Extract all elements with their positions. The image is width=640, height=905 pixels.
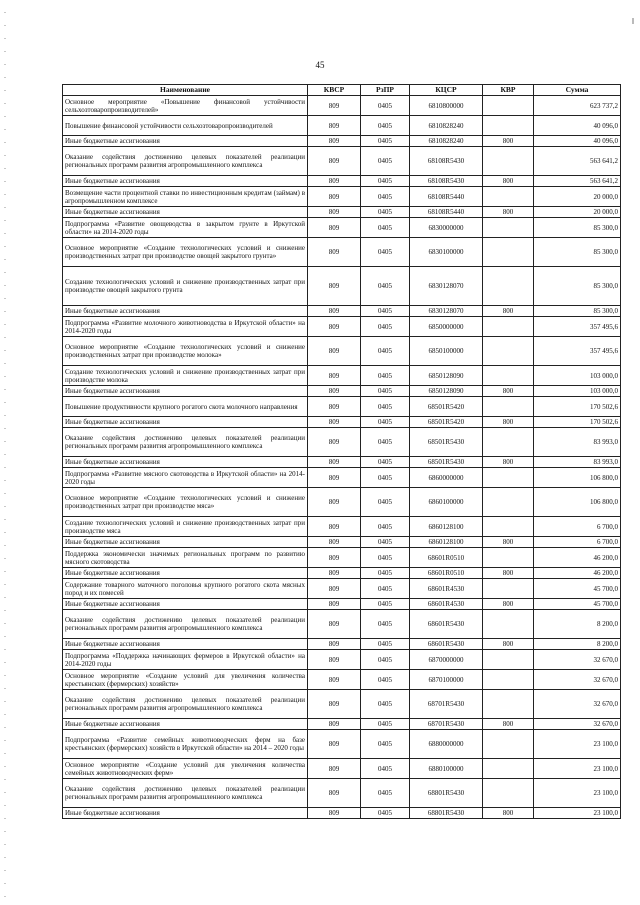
cell-kvr: 800 bbox=[483, 457, 534, 468]
cell-kvsr: 809 bbox=[308, 759, 361, 779]
cell-kvsr: 809 bbox=[308, 548, 361, 568]
cell-rzpr: 0405 bbox=[361, 337, 410, 366]
cell-kvr bbox=[483, 116, 534, 136]
table-row bbox=[63, 808, 621, 819]
cell-kvr bbox=[483, 690, 534, 719]
cell-kcsr: 68108R5430 bbox=[410, 176, 483, 187]
cell-rzpr: 0405 bbox=[361, 147, 410, 176]
cell-name: Иные бюджетные ассигнования bbox=[63, 719, 308, 730]
cell-kvsr: 809 bbox=[308, 719, 361, 730]
cell-rzpr: 0405 bbox=[361, 488, 410, 517]
cell-rzpr: 0405 bbox=[361, 548, 410, 568]
cell-name: Подпрограмма «Развитие мясного скотоводства в Иркутской области» на 2014-2020 годы bbox=[63, 468, 308, 488]
cell-name: Основное мероприятие «Создание условий для увеличения количества семейных животноводческих ферм» bbox=[63, 759, 308, 779]
table-row bbox=[63, 147, 621, 176]
table-row bbox=[63, 386, 621, 397]
cell-kvsr: 809 bbox=[308, 639, 361, 650]
cell-name: Иные бюджетные ассигнования bbox=[63, 568, 308, 579]
cell-sum: 8 200,0 bbox=[534, 639, 621, 650]
cell-sum: 23 100,0 bbox=[534, 779, 621, 808]
table-row bbox=[63, 187, 621, 207]
cell-name: Иные бюджетные ассигнования bbox=[63, 136, 308, 147]
cell-name: Оказание содействия достижению целевых показателей реализации региональных программ развития агропромышленного комплекса bbox=[63, 147, 308, 176]
cell-rzpr: 0405 bbox=[361, 730, 410, 759]
cell-kcsr: 6830100000 bbox=[410, 238, 483, 267]
cell-rzpr: 0405 bbox=[361, 537, 410, 548]
cell-kvsr: 809 bbox=[308, 537, 361, 548]
cell-kvsr: 809 bbox=[308, 650, 361, 670]
header-kvr: КВР bbox=[483, 85, 534, 96]
cell-kcsr: 68601R0510 bbox=[410, 568, 483, 579]
header-kcsr: КЦСР bbox=[410, 85, 483, 96]
cell-kvr bbox=[483, 366, 534, 386]
cell-kvsr: 809 bbox=[308, 366, 361, 386]
cell-sum: 563 641,2 bbox=[534, 176, 621, 187]
cell-kvr bbox=[483, 517, 534, 537]
header-sum: Сумма bbox=[534, 85, 621, 96]
cell-kcsr: 6830128070 bbox=[410, 306, 483, 317]
cell-kcsr: 68601R5430 bbox=[410, 610, 483, 639]
table-row bbox=[63, 176, 621, 187]
cell-sum: 170 502,6 bbox=[534, 417, 621, 428]
cell-kcsr: 6870000000 bbox=[410, 650, 483, 670]
cell-sum: 106 800,0 bbox=[534, 488, 621, 517]
cell-kvsr: 809 bbox=[308, 428, 361, 457]
cell-kvsr: 809 bbox=[308, 730, 361, 759]
cell-kcsr: 6810800000 bbox=[410, 96, 483, 116]
cell-sum: 32 670,0 bbox=[534, 670, 621, 690]
cell-kvsr: 809 bbox=[308, 468, 361, 488]
cell-kvsr: 809 bbox=[308, 386, 361, 397]
cell-rzpr: 0405 bbox=[361, 267, 410, 306]
table-row bbox=[63, 366, 621, 386]
cell-kvr bbox=[483, 650, 534, 670]
cell-kvsr: 809 bbox=[308, 218, 361, 238]
cell-name: Создание технологических условий и снижение производственных затрат при производстве овощей закрытого грунта bbox=[63, 267, 308, 306]
cell-kvsr: 809 bbox=[308, 397, 361, 417]
cell-kcsr: 6880100000 bbox=[410, 759, 483, 779]
cell-kvr bbox=[483, 610, 534, 639]
cell-kcsr: 6870100000 bbox=[410, 670, 483, 690]
cell-kvr: 800 bbox=[483, 808, 534, 819]
cell-rzpr: 0405 bbox=[361, 579, 410, 599]
cell-kvr bbox=[483, 317, 534, 337]
cell-kvr: 800 bbox=[483, 537, 534, 548]
table-row bbox=[63, 779, 621, 808]
cell-kcsr: 6810828240 bbox=[410, 136, 483, 147]
cell-kcsr: 68601R5430 bbox=[410, 639, 483, 650]
cell-name: Основное мероприятие «Создание технологических условий и снижение производственных затрат при производстве овощей закрытого грунта» bbox=[63, 238, 308, 267]
cell-sum: 32 670,0 bbox=[534, 690, 621, 719]
cell-kvsr: 809 bbox=[308, 690, 361, 719]
cell-rzpr: 0405 bbox=[361, 457, 410, 468]
table-row bbox=[63, 267, 621, 306]
table-row bbox=[63, 136, 621, 147]
cell-kvr bbox=[483, 267, 534, 306]
cell-rzpr: 0405 bbox=[361, 779, 410, 808]
cell-rzpr: 0405 bbox=[361, 690, 410, 719]
cell-name: Подпрограмма «Развитие семейных животноводческих ферм на базе крестьянских (фермерских) хозяйств в Иркутской области» на 2014 – 2020 годы bbox=[63, 730, 308, 759]
cell-kvsr: 809 bbox=[308, 670, 361, 690]
cell-sum: 103 000,0 bbox=[534, 366, 621, 386]
cell-rzpr: 0405 bbox=[361, 306, 410, 317]
cell-kvr bbox=[483, 759, 534, 779]
cell-sum: 23 100,0 bbox=[534, 759, 621, 779]
cell-rzpr: 0405 bbox=[361, 397, 410, 417]
cell-kvr bbox=[483, 147, 534, 176]
cell-rzpr: 0405 bbox=[361, 610, 410, 639]
budget-table bbox=[62, 84, 621, 819]
cell-kcsr: 6850100000 bbox=[410, 337, 483, 366]
cell-kcsr: 6860000000 bbox=[410, 468, 483, 488]
cell-kcsr: 68501R5430 bbox=[410, 457, 483, 468]
cell-sum: 357 495,6 bbox=[534, 337, 621, 366]
cell-kcsr: 6860128100 bbox=[410, 537, 483, 548]
cell-name: Иные бюджетные ассигнования bbox=[63, 808, 308, 819]
header-kvsr: КВСР bbox=[308, 85, 361, 96]
cell-sum: 170 502,6 bbox=[534, 397, 621, 417]
cell-kvsr: 809 bbox=[308, 568, 361, 579]
cell-kcsr: 68601R0510 bbox=[410, 548, 483, 568]
cell-sum: 23 100,0 bbox=[534, 730, 621, 759]
cell-kvsr: 809 bbox=[308, 417, 361, 428]
cell-rzpr: 0405 bbox=[361, 317, 410, 337]
cell-sum: 45 700,0 bbox=[534, 599, 621, 610]
cell-sum: 563 641,2 bbox=[534, 147, 621, 176]
cell-rzpr: 0405 bbox=[361, 116, 410, 136]
cell-name: Оказание содействия достижению целевых показателей реализации региональных программ развития агропромышленного комплекса bbox=[63, 779, 308, 808]
cell-kcsr: 68801R5430 bbox=[410, 808, 483, 819]
table-row bbox=[63, 568, 621, 579]
cell-sum: 106 800,0 bbox=[534, 468, 621, 488]
cell-kvr: 800 bbox=[483, 386, 534, 397]
cell-sum: 85 300,0 bbox=[534, 238, 621, 267]
cell-kvr: 800 bbox=[483, 306, 534, 317]
cell-kvsr: 809 bbox=[308, 517, 361, 537]
cell-rzpr: 0405 bbox=[361, 670, 410, 690]
cell-kcsr: 6850128090 bbox=[410, 366, 483, 386]
cell-kvsr: 809 bbox=[308, 317, 361, 337]
cell-kcsr: 68601R4530 bbox=[410, 599, 483, 610]
cell-rzpr: 0405 bbox=[361, 468, 410, 488]
cell-rzpr: 0405 bbox=[361, 136, 410, 147]
cell-name: Иные бюджетные ассигнования bbox=[63, 386, 308, 397]
cell-sum: 83 993,0 bbox=[534, 457, 621, 468]
cell-rzpr: 0405 bbox=[361, 517, 410, 537]
cell-sum: 85 300,0 bbox=[534, 218, 621, 238]
cell-kcsr: 6850000000 bbox=[410, 317, 483, 337]
cell-rzpr: 0405 bbox=[361, 650, 410, 670]
cell-rzpr: 0405 bbox=[361, 719, 410, 730]
cell-kcsr: 6830128070 bbox=[410, 267, 483, 306]
table-body bbox=[63, 96, 621, 819]
cell-name: Оказание содействия достижению целевых показателей реализации региональных программ развития агропромышленного комплекса bbox=[63, 690, 308, 719]
cell-kvr bbox=[483, 779, 534, 808]
cell-sum: 20 000,0 bbox=[534, 187, 621, 207]
cell-rzpr: 0405 bbox=[361, 808, 410, 819]
cell-rzpr: 0405 bbox=[361, 218, 410, 238]
cell-name: Иные бюджетные ассигнования bbox=[63, 417, 308, 428]
cell-rzpr: 0405 bbox=[361, 96, 410, 116]
cell-kvr bbox=[483, 238, 534, 267]
cell-rzpr: 0405 bbox=[361, 417, 410, 428]
cell-kvsr: 809 bbox=[308, 136, 361, 147]
cell-rzpr: 0405 bbox=[361, 759, 410, 779]
cell-name: Поддержка экономически значимых региональных программ по развитию мясного скотоводства bbox=[63, 548, 308, 568]
cell-kcsr: 68501R5430 bbox=[410, 428, 483, 457]
cell-name: Подпрограмма «Развитие овощеводства в закрытом грунте в Иркутской области» на 2014-2020 годы bbox=[63, 218, 308, 238]
cell-kvr bbox=[483, 579, 534, 599]
cell-kvr bbox=[483, 218, 534, 238]
cell-kvr bbox=[483, 730, 534, 759]
cell-kvsr: 809 bbox=[308, 599, 361, 610]
cell-sum: 32 670,0 bbox=[534, 719, 621, 730]
cell-kcsr: 6830000000 bbox=[410, 218, 483, 238]
table-row bbox=[63, 639, 621, 650]
cell-sum: 6 700,0 bbox=[534, 537, 621, 548]
table-row bbox=[63, 207, 621, 218]
cell-sum: 8 200,0 bbox=[534, 610, 621, 639]
cell-kvsr: 809 bbox=[308, 337, 361, 366]
table-row bbox=[63, 218, 621, 238]
cell-name: Повышение продуктивности крупного рогатого скота молочного направления bbox=[63, 397, 308, 417]
cell-name: Содержание товарного маточного поголовья крупного рогатого скота мясных пород и их помесей bbox=[63, 579, 308, 599]
cell-name: Иные бюджетные ассигнования bbox=[63, 176, 308, 187]
cell-kvr bbox=[483, 548, 534, 568]
cell-name: Создание технологических условий и снижение производственных затрат при производстве мяса bbox=[63, 517, 308, 537]
table-row bbox=[63, 610, 621, 639]
cell-sum: 46 200,0 bbox=[534, 548, 621, 568]
cell-kvsr: 809 bbox=[308, 457, 361, 468]
cell-rzpr: 0405 bbox=[361, 366, 410, 386]
cell-kvr: 800 bbox=[483, 417, 534, 428]
cell-kvsr: 809 bbox=[308, 96, 361, 116]
cell-kvr: 800 bbox=[483, 599, 534, 610]
cell-kvsr: 809 bbox=[308, 176, 361, 187]
cell-rzpr: 0405 bbox=[361, 599, 410, 610]
cell-kcsr: 68501R5420 bbox=[410, 397, 483, 417]
table-row bbox=[63, 759, 621, 779]
cell-name: Возмещение части процентной ставки по инвестиционным кредитам (займам) в агропромышленном комплексе bbox=[63, 187, 308, 207]
cell-sum: 103 000,0 bbox=[534, 386, 621, 397]
table-row bbox=[63, 719, 621, 730]
cell-kcsr: 68601R4530 bbox=[410, 579, 483, 599]
table-row bbox=[63, 96, 621, 116]
scan-edge-marks bbox=[4, 0, 6, 905]
cell-kcsr: 6810828240 bbox=[410, 116, 483, 136]
cell-name: Основное мероприятие «Создание технологических условий и снижение производственных затрат при производстве мяса» bbox=[63, 488, 308, 517]
cell-name: Иные бюджетные ассигнования bbox=[63, 537, 308, 548]
scan-corner-mark bbox=[632, 18, 634, 24]
table-row bbox=[63, 428, 621, 457]
cell-sum: 40 096,0 bbox=[534, 136, 621, 147]
cell-kvr: 800 bbox=[483, 207, 534, 218]
table-row bbox=[63, 468, 621, 488]
cell-kvr bbox=[483, 468, 534, 488]
cell-kvsr: 809 bbox=[308, 147, 361, 176]
cell-kcsr: 6860128100 bbox=[410, 517, 483, 537]
table-row bbox=[63, 730, 621, 759]
cell-rzpr: 0405 bbox=[361, 428, 410, 457]
cell-kvr: 800 bbox=[483, 639, 534, 650]
cell-kvsr: 809 bbox=[308, 808, 361, 819]
cell-kcsr: 68801R5430 bbox=[410, 779, 483, 808]
header-name: Наименование bbox=[63, 85, 308, 96]
table-row bbox=[63, 537, 621, 548]
cell-kvsr: 809 bbox=[308, 610, 361, 639]
cell-sum: 23 100,0 bbox=[534, 808, 621, 819]
cell-kcsr: 68501R5420 bbox=[410, 417, 483, 428]
table-row bbox=[63, 579, 621, 599]
table-row bbox=[63, 650, 621, 670]
cell-name: Подпрограмма «Поддержка начинающих фермеров в Иркутской области» на 2014-2020 годы bbox=[63, 650, 308, 670]
cell-kvr: 800 bbox=[483, 719, 534, 730]
cell-kvsr: 809 bbox=[308, 207, 361, 218]
cell-sum: 46 200,0 bbox=[534, 568, 621, 579]
table-row bbox=[63, 306, 621, 317]
table-row bbox=[63, 670, 621, 690]
cell-rzpr: 0405 bbox=[361, 386, 410, 397]
cell-kcsr: 6860100000 bbox=[410, 488, 483, 517]
cell-kvsr: 809 bbox=[308, 116, 361, 136]
cell-name: Основное мероприятие «Создание технологических условий и снижение производственных затрат при производстве молока» bbox=[63, 337, 308, 366]
cell-kvr bbox=[483, 187, 534, 207]
cell-sum: 85 300,0 bbox=[534, 306, 621, 317]
table-row bbox=[63, 690, 621, 719]
cell-rzpr: 0405 bbox=[361, 207, 410, 218]
cell-sum: 83 993,0 bbox=[534, 428, 621, 457]
cell-name: Иные бюджетные ассигнования bbox=[63, 457, 308, 468]
cell-kvsr: 809 bbox=[308, 779, 361, 808]
table-row bbox=[63, 548, 621, 568]
header-rzpr: РзПР bbox=[361, 85, 410, 96]
cell-rzpr: 0405 bbox=[361, 568, 410, 579]
cell-sum: 20 000,0 bbox=[534, 207, 621, 218]
cell-sum: 357 495,6 bbox=[534, 317, 621, 337]
cell-kvsr: 809 bbox=[308, 579, 361, 599]
cell-kcsr: 68701R5430 bbox=[410, 690, 483, 719]
cell-rzpr: 0405 bbox=[361, 238, 410, 267]
cell-kcsr: 68108R5430 bbox=[410, 147, 483, 176]
table-row bbox=[63, 397, 621, 417]
cell-kcsr: 6850128090 bbox=[410, 386, 483, 397]
cell-sum: 623 737,2 bbox=[534, 96, 621, 116]
cell-kvsr: 809 bbox=[308, 187, 361, 207]
cell-name: Оказание содействия достижению целевых показателей реализации региональных программ развития агропромышленного комплекса bbox=[63, 428, 308, 457]
cell-name: Подпрограмма «Развитие молочного животноводства в Иркутской области» на 2014-2020 годы bbox=[63, 317, 308, 337]
cell-rzpr: 0405 bbox=[361, 176, 410, 187]
cell-kvr: 800 bbox=[483, 136, 534, 147]
cell-name: Иные бюджетные ассигнования bbox=[63, 306, 308, 317]
cell-kvr bbox=[483, 337, 534, 366]
page-number: 45 bbox=[315, 60, 325, 70]
cell-kvsr: 809 bbox=[308, 306, 361, 317]
cell-rzpr: 0405 bbox=[361, 187, 410, 207]
table-row bbox=[63, 517, 621, 537]
cell-sum: 40 096,0 bbox=[534, 116, 621, 136]
cell-kvsr: 809 bbox=[308, 238, 361, 267]
cell-sum: 6 700,0 bbox=[534, 517, 621, 537]
cell-kvr bbox=[483, 397, 534, 417]
table-row bbox=[63, 116, 621, 136]
cell-name: Создание технологических условий и снижение производственных затрат при производстве молока bbox=[63, 366, 308, 386]
cell-kvr bbox=[483, 488, 534, 517]
cell-name: Оказание содействия достижению целевых показателей реализации региональных программ развития агропромышленного комплекса bbox=[63, 610, 308, 639]
cell-kvsr: 809 bbox=[308, 267, 361, 306]
table-row bbox=[63, 238, 621, 267]
cell-kcsr: 68701R5430 bbox=[410, 719, 483, 730]
table-row bbox=[63, 317, 621, 337]
cell-kcsr: 68108R5440 bbox=[410, 187, 483, 207]
cell-name: Повышение финансовой устойчивости сельхозтоваропроизводителей bbox=[63, 116, 308, 136]
cell-kvr: 800 bbox=[483, 176, 534, 187]
table-row bbox=[63, 488, 621, 517]
cell-sum: 45 700,0 bbox=[534, 579, 621, 599]
table-row bbox=[63, 417, 621, 428]
table-row bbox=[63, 599, 621, 610]
cell-kcsr: 6880000000 bbox=[410, 730, 483, 759]
cell-kvr bbox=[483, 670, 534, 690]
cell-kvr: 800 bbox=[483, 568, 534, 579]
cell-kcsr: 68108R5440 bbox=[410, 207, 483, 218]
table-header-row bbox=[63, 85, 621, 96]
cell-name: Иные бюджетные ассигнования bbox=[63, 599, 308, 610]
cell-sum: 32 670,0 bbox=[534, 650, 621, 670]
table-row bbox=[63, 337, 621, 366]
cell-kvr bbox=[483, 96, 534, 116]
cell-kvr bbox=[483, 428, 534, 457]
table-row bbox=[63, 457, 621, 468]
cell-kvsr: 809 bbox=[308, 488, 361, 517]
cell-name: Основное мероприятие «Создание условий для увеличения количества крестьянских (фермерских) хозяйств» bbox=[63, 670, 308, 690]
cell-name: Основное мероприятие «Повышение финансовой устойчивости сельхозтоваропроизводителей» bbox=[63, 96, 308, 116]
cell-name: Иные бюджетные ассигнования bbox=[63, 639, 308, 650]
cell-name: Иные бюджетные ассигнования bbox=[63, 207, 308, 218]
cell-sum: 85 300,0 bbox=[534, 267, 621, 306]
cell-rzpr: 0405 bbox=[361, 639, 410, 650]
